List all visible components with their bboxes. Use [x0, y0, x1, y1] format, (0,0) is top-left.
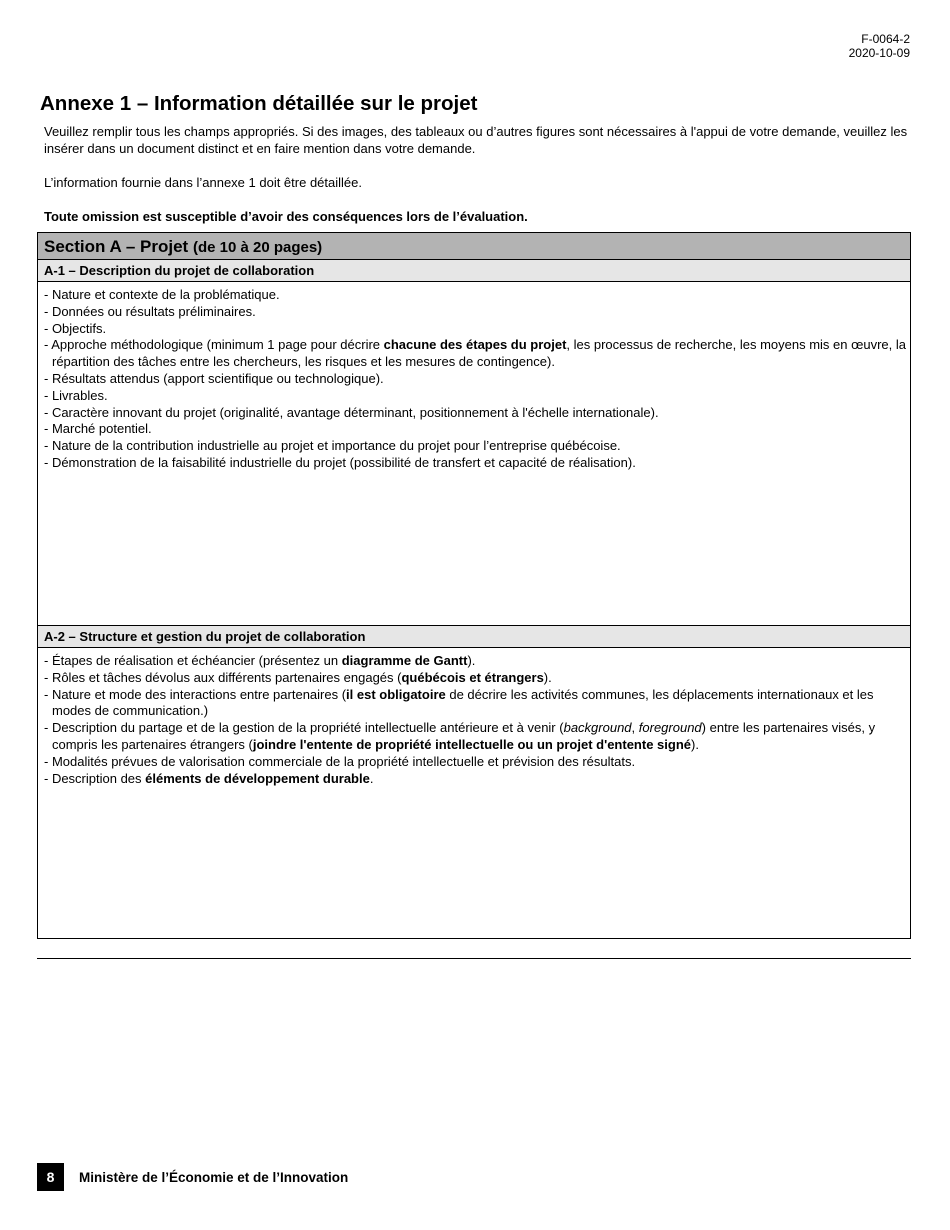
ministry-name: Ministère de l’Économie et de l’Innovation: [79, 1170, 349, 1185]
footer-divider: [37, 958, 911, 959]
intro-warning: Toute omission est susceptible d’avoir des conséquences lors de l’évaluation.: [44, 209, 528, 224]
form-code: F-0064-2: [861, 32, 910, 46]
list-item-text: ) entre les partenaires visés, y compris les partenaires étrangers (: [52, 720, 876, 752]
list-item: - Caractère innovant du projet (originalité, avantage déterminant, positionnement à l'échelle internationale).: [44, 404, 659, 420]
list-item-text: ).: [691, 736, 699, 752]
page-title: Annexe 1 – Information détaillée sur le projet: [40, 92, 478, 115]
list-item-text: - Description des: [44, 770, 146, 786]
list-item: - Objectifs.: [44, 320, 107, 336]
list-item-emphasis: diagramme de Gantt: [341, 653, 468, 668]
a2-content-field[interactable]: [44, 653, 906, 787]
section-a-header: [38, 233, 910, 260]
list-item: [44, 653, 906, 670]
list-item-emphasis: joindre l'entente de propriété intellectuelle ou un projet d'entente signé: [252, 736, 691, 752]
list-item-text: ).: [543, 669, 552, 685]
list-item-emphasis: il est obligatoire: [346, 686, 446, 702]
list-item-text: - Rôles et tâches dévolus aux différents partenaires engagés (: [44, 669, 402, 685]
list-item-text: ,: [631, 720, 639, 736]
list-item-italic: background: [563, 720, 632, 736]
list-item-emphasis: québécois et étrangers: [401, 669, 544, 685]
a2-header: A-2 – Structure et gestion du projet de collaboration: [38, 625, 910, 648]
list-item: - Livrables.: [44, 387, 108, 403]
list-item: [44, 670, 906, 687]
list-item: - Modalités prévues de valorisation commerciale de la propriété intellectuelle et prévision des résultats.: [44, 753, 636, 769]
section-a-box: [37, 232, 911, 939]
list-item: - Données ou résultats préliminaires.: [44, 303, 256, 319]
intro-paragraph-2: L’information fournie dans l’annexe 1 doit être détaillée.: [44, 175, 362, 190]
list-item-text: - Étapes de réalisation et échéancier (présentez un: [44, 653, 342, 668]
form-date: 2020-10-09: [848, 46, 910, 60]
list-item-emphasis: éléments de développement durable: [145, 770, 370, 786]
list-item-emphasis: chacune des étapes du projet: [383, 337, 567, 353]
list-item-text: - Nature et mode des interactions entre partenaires (: [44, 686, 347, 702]
list-item: [44, 771, 906, 788]
list-item: [44, 337, 906, 371]
list-item-text: - Approche méthodologique (minimum 1 page pour décrire: [44, 337, 384, 353]
section-a-title: Section A – Projet: [44, 237, 189, 256]
list-item: - Nature de la contribution industrielle au projet et importance du projet pour l’entreprise québécoise.: [44, 438, 621, 454]
list-item-text: .: [369, 770, 374, 786]
a1-content-field[interactable]: [44, 287, 906, 472]
section-a-pages-note: (de 10 à 20 pages): [192, 239, 323, 256]
list-item-italic: foreground: [638, 720, 702, 736]
a1-header: A-1 – Description du projet de collaboration: [38, 260, 910, 282]
form-code-block: [849, 32, 910, 60]
list-item: - Nature et contexte de la problématique.: [44, 287, 280, 302]
list-item-text: - Description du partage et de la gestion de la propriété intellectuelle antérieure et à venir (: [44, 720, 564, 736]
list-item: - Marché potentiel.: [44, 421, 152, 437]
list-item: [44, 687, 906, 721]
list-item: - Résultats attendus (apport scientifique ou technologique).: [44, 370, 384, 386]
list-item: [44, 720, 906, 754]
intro-paragraph-1: Veuillez remplir tous les champs appropriés. Si des images, des tableaux ou d’autres figures sont nécessaires à l'appui de votre demande, veuillez les insérer dans un document distinct et en faire mention dans votre demande.: [44, 124, 908, 156]
list-item-text: de décrire les activités communes, les déplacements internationaux et les modes de communication.): [52, 686, 874, 719]
page-number: 8: [37, 1163, 64, 1191]
intro-instructions: [44, 123, 914, 225]
list-item-text: ).: [467, 653, 476, 668]
list-item-text: , les processus de recherche, les moyens mis en œuvre, la répartition des tâches entre les chercheurs, les risques et les mesures de contingence).: [52, 337, 907, 370]
list-item: - Démonstration de la faisabilité industrielle du projet (possibilité de transfert et capacité de réalisation).: [44, 454, 636, 470]
